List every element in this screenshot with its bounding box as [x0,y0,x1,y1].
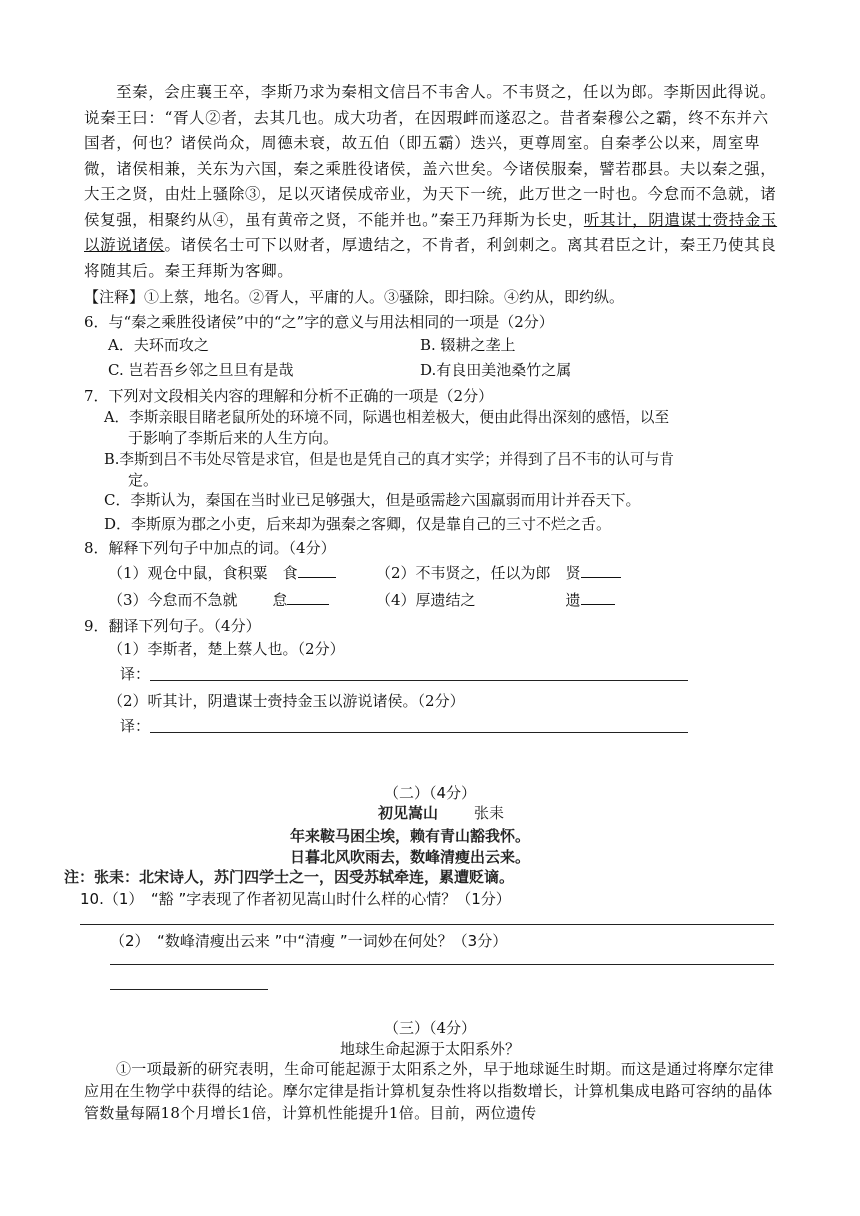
q9-translate-label-1: 译： [120,665,151,683]
q10-part-2: （2） “数峰清瘦出云来 ”中“清瘦 ”一词妙在何处？（3分） [110,932,508,950]
q7-option-b-line1: B.李斯到吕不韦处尽管是求官，但是也是凭自己的真才实学；并得到了吕不韦的认可与肯 [104,451,674,468]
part3-article-title: 地球生命起源于太阳系外？ [339,1040,520,1058]
q8-item-4 [376,588,615,612]
q8-stem: 8．解释下列句子中加点的词。（4分） [84,539,336,557]
annotation-notes: 【注释】①上蔡，地名。②胥人，平庸的人。③骚除，即扫除。④约从，即约纵。 [84,288,625,306]
q6-option-d: D.有良田美池桑竹之属 [420,361,572,379]
q8-item-3 [108,588,329,612]
q9-sentence-2: （2）听其计，阴遣谋士赍持金玉以游说诸侯。（2分） [108,692,465,710]
q7-option-b-line2: 定。 [128,471,159,489]
q8-blank-1[interactable] [298,561,336,578]
poem-line-1: 年来鞍马困尘埃，赖有青山豁我怀。 [290,827,531,845]
q6-stem: 6．与“秦之乘胜役诸侯”中的“之”字的意义与用法相同的一项是（2分） [84,313,554,331]
q8-blank-3[interactable] [287,588,329,605]
q8-blank-4[interactable] [581,588,615,605]
q9-translate-label-2: 译： [120,717,151,735]
q6-option-b: B. 辍耕之垄上 [420,336,516,354]
q8-item-2-text: （2）不韦贤之，任以为郎 [376,564,551,582]
q8-word-2: 贤 [565,564,581,582]
part2-heading: （二）（4分） [383,784,477,802]
part3-paragraph: ①一项最新的研究表明，生命可能起源于太阳系之外，早于地球诞生时期。而这是通过将摩尔定律应用在生物学中获得的结论。摩尔定律是指计算机复杂性将以指数增长，计算机集成电路可容纳的晶体管数量每隔18个月增长1倍，计算机性能提升1倍。目前，两位遗传 [84,1060,774,1122]
q7-option-a-line2: 于影响了李斯后来的人生方向。 [128,429,339,447]
q8-item-1-text: （1）观仓中鼠，食积粟 [108,564,268,582]
poem-note: 注：张耒：北宋诗人，苏门四学士之一，因受苏轼牵连，累遭贬谪。 [64,868,515,886]
passage-text-end: 。诸侯名士可下以财者，厚遗结之，不肯者，利剑刺之。离其君臣之计，秦王乃使其良将随其后。秦王拜斯为客卿。 [84,236,777,280]
q10-answer-line-2[interactable] [110,964,774,965]
q8-item-1 [108,561,336,585]
q10-answer-line-1[interactable] [80,924,774,925]
q10-answer-line-3[interactable] [110,989,268,990]
q8-word-4: 遗 [565,591,581,609]
q8-word-3: 怠 [272,591,288,609]
q9-answer-line-1[interactable] [150,680,688,681]
q9-stem: 9．翻译下列句子。（4分） [84,617,261,635]
q6-option-c: C. 岂若吾乡邻之旦旦有是哉 [108,361,294,379]
poem-title: 初见嵩山 [378,804,439,822]
q8-blank-2[interactable] [581,561,621,578]
poem-title-line [378,803,504,824]
q8-item-2 [376,561,621,585]
q8-word-1: 食 [282,564,298,582]
q7-stem: 7．下列对文段相关内容的理解和分析不正确的一项是（2分） [84,387,494,405]
q8-item-3-text: （3）今怠而不急就 [108,591,238,609]
classical-passage [84,80,784,284]
q7-option-a-line1: A．李斯亲眼目睹老鼠所处的环境不同，际遇也相差极大，便由此得出深刻的感悟，以至 [104,409,670,426]
q9-answer-line-2[interactable] [150,732,688,733]
q9-sentence-1: （1）李斯者，楚上蔡人也。（2分） [108,640,345,658]
q10-part-1: 10.（1） “豁 ”字表现了作者初见嵩山时什么样的心情？（1分） [80,890,511,908]
part3-heading: （三）（4分） [383,1019,477,1037]
poem-author: 张耒 [474,804,505,822]
poem-line-2: 日暮北风吹雨去，数峰清瘦出云来。 [290,848,531,866]
q8-item-4-text: （4）厚遗结之 [376,591,476,609]
passage-text: 至秦，会庄襄王卒，李斯乃求为秦相文信吕不韦舍人。不韦贤之，任以为郎。李斯因此得说。说秦王曰：“胥人②者，去其几也。成大功者，在因瑕衅而遂忍之。昔者秦穆公之霸，终不东并六国者，何也？诸侯尚众，周德未衰，故五伯（即五霸）迭兴，更尊周室。自秦孝公以来，周室卑微，诸侯相兼，关东为六国，秦之乘胜役诸侯，盖六世矣。今诸侯服秦，譬若郡县。夫以秦之强，大王之贤，由灶上骚除③，足以灭诸侯成帝业，为天下一统，此万世之一时也。今怠而不急就，诸侯复强，相聚约从④，虽有黄帝之贤，不能并也。”秦王乃拜斯为长史， [84,83,777,229]
q7-option-d: D．李斯原为郡之小吏，后来却为强秦之客卿，仅是靠自己的三寸不烂之舌。 [104,515,612,533]
passage-underlined-sentence: 听其计，阴遣谋士赍持金玉以游说诸侯 [84,210,778,254]
q6-option-a: A．夫环而攻之 [108,336,209,354]
q7-option-c: C．李斯认为，秦国在当时业已足够强大，但是亟需趁六国羸弱而用计并吞天下。 [104,491,641,509]
